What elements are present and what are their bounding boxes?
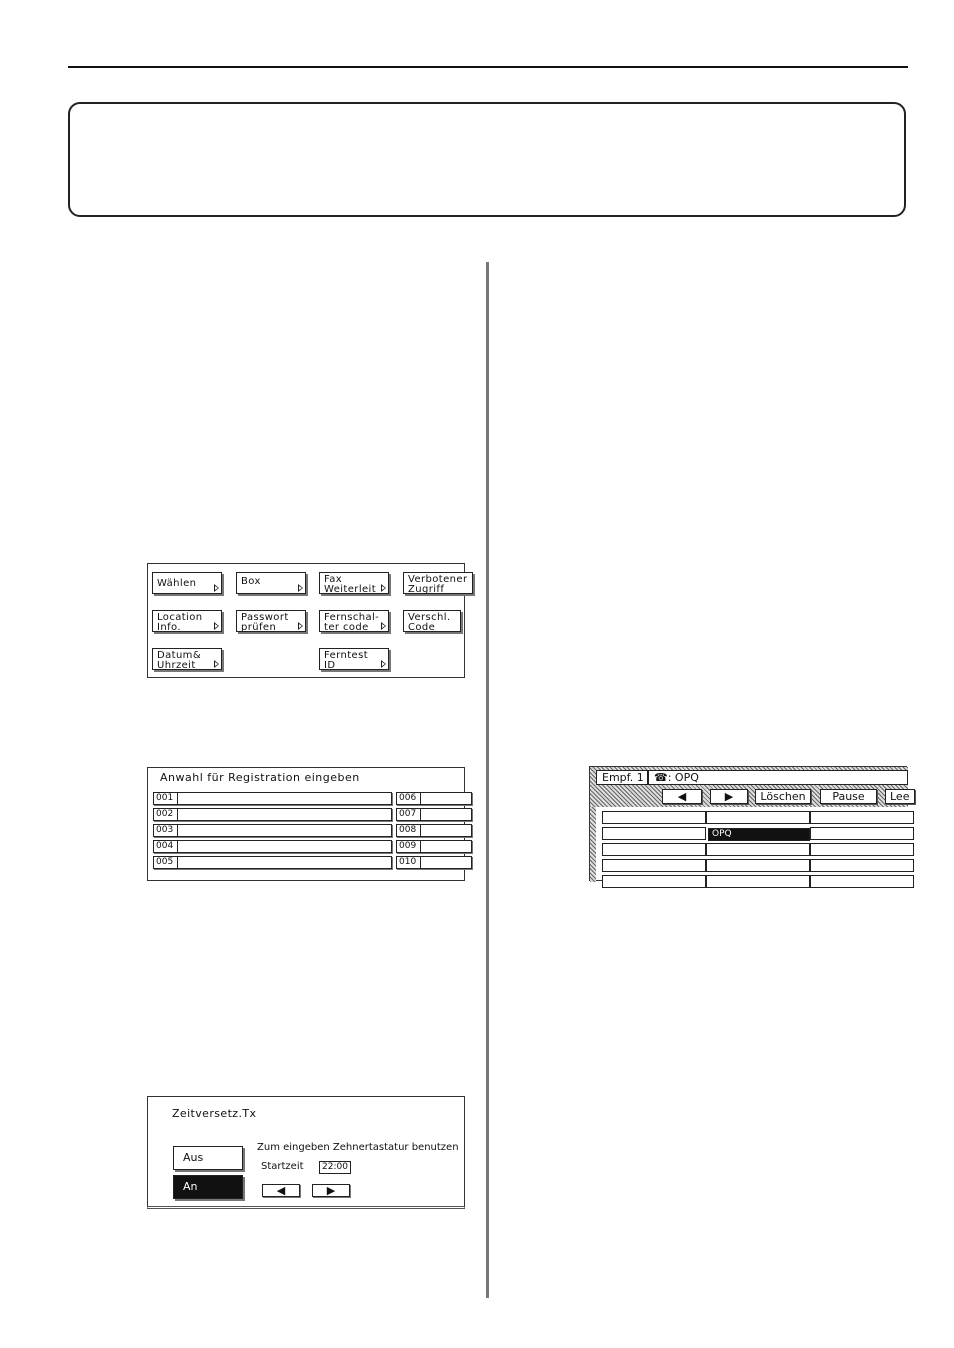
key-cell[interactable] xyxy=(810,859,914,872)
destination-label: Empf. 1 xyxy=(596,770,648,785)
reg-number: 005 xyxy=(154,857,178,868)
btn-label: Code xyxy=(408,622,436,633)
key-cell[interactable] xyxy=(706,859,810,872)
key-cell[interactable] xyxy=(602,827,706,840)
key-cell[interactable] xyxy=(706,843,810,856)
pause-button[interactable]: Pause xyxy=(820,789,877,804)
btn-fernschalter-code[interactable] xyxy=(319,610,389,632)
arrow-right-icon xyxy=(298,584,303,592)
reg-row-003[interactable] xyxy=(153,824,392,837)
reg-number: 006 xyxy=(397,793,421,804)
btn-verschl-code[interactable] xyxy=(403,610,461,632)
key-cell[interactable] xyxy=(706,811,810,824)
column-divider xyxy=(486,262,489,1298)
reg-row-004[interactable] xyxy=(153,840,392,853)
arrow-right-button[interactable]: ▶ xyxy=(312,1184,350,1197)
btn-label: Zugriff xyxy=(408,584,445,595)
delayed-tx-screen xyxy=(147,1096,465,1209)
btn-label: Uhrzeit xyxy=(157,660,196,671)
arrow-right-icon xyxy=(381,584,386,592)
btn-label: Location xyxy=(157,612,203,623)
key-cell[interactable] xyxy=(810,843,914,856)
arrow-right-icon xyxy=(298,622,303,630)
btn-label: Fax xyxy=(324,574,343,585)
btn-verbotener-zugriff[interactable] xyxy=(403,572,473,594)
key-cell[interactable] xyxy=(602,843,706,856)
arrow-left-button[interactable]: ◀ xyxy=(262,1184,300,1197)
key-cell[interactable] xyxy=(602,859,706,872)
btn-label: Passwort xyxy=(241,612,289,623)
cursor-left-button[interactable]: ◀ xyxy=(662,789,702,804)
reg-number: 004 xyxy=(154,841,178,852)
keyboard-area-edge xyxy=(590,807,596,882)
arrow-right-icon xyxy=(214,660,219,668)
key-cell-selected[interactable]: OPQ xyxy=(708,828,810,841)
space-button[interactable]: Lee xyxy=(885,789,915,804)
btn-location-info[interactable] xyxy=(152,610,222,632)
btn-label: Weiterleit xyxy=(324,584,377,595)
note-box-tab xyxy=(96,100,306,102)
btn-box[interactable] xyxy=(236,572,306,594)
reg-row-009[interactable] xyxy=(396,840,472,853)
phone-icon: ☎ xyxy=(654,771,668,784)
btn-waehlen[interactable] xyxy=(152,572,222,594)
reg-row-001[interactable] xyxy=(153,792,392,805)
key-cell[interactable] xyxy=(810,827,914,840)
off-button[interactable]: Aus xyxy=(173,1146,243,1170)
btn-label: prüfen xyxy=(241,622,277,633)
arrow-right-icon xyxy=(381,660,386,668)
arrow-right-icon xyxy=(381,622,386,630)
key-cell[interactable] xyxy=(602,811,706,824)
key-cell[interactable] xyxy=(706,875,810,888)
reg-row-010[interactable] xyxy=(396,856,472,869)
destination-value: : OPQ xyxy=(667,771,699,784)
reg-row-002[interactable] xyxy=(153,808,392,821)
key-cell[interactable] xyxy=(810,811,914,824)
key-cell[interactable] xyxy=(602,875,706,888)
btn-label: Info. xyxy=(157,622,181,633)
btn-label: Fernschal- xyxy=(324,612,380,623)
start-time-field[interactable]: 22:00 xyxy=(319,1161,351,1174)
btn-passwort-pruefen[interactable] xyxy=(236,610,306,632)
reg-number: 002 xyxy=(154,809,178,820)
btn-label: ter code xyxy=(324,622,369,633)
key-cell[interactable] xyxy=(810,875,914,888)
registration-screen xyxy=(147,767,465,881)
reg-row-007[interactable] xyxy=(396,808,472,821)
reg-number: 003 xyxy=(154,825,178,836)
btn-fax-weiterleit[interactable] xyxy=(319,572,389,594)
top-rule xyxy=(68,66,908,68)
cursor-right-button[interactable]: ▶ xyxy=(710,789,748,804)
reg-row-008[interactable] xyxy=(396,824,472,837)
menu-screen xyxy=(147,563,468,678)
dial-screen xyxy=(589,766,910,881)
delayed-tx-title: Zeitversetz.Tx xyxy=(172,1107,257,1120)
btn-label: Wählen xyxy=(157,578,197,589)
reg-number: 008 xyxy=(397,825,421,836)
btn-datum-uhrzeit[interactable] xyxy=(152,648,222,670)
registration-title: Anwahl für Registration eingeben xyxy=(160,771,360,784)
delete-button[interactable]: Löschen xyxy=(755,789,811,804)
reg-row-005[interactable] xyxy=(153,856,392,869)
instruction-text: Zum eingeben Zehnertastatur benutzen xyxy=(257,1142,459,1153)
btn-label: Verschl. xyxy=(408,612,451,623)
note-box xyxy=(68,102,906,217)
btn-label: Box xyxy=(241,576,261,587)
reg-number: 010 xyxy=(397,857,421,868)
on-button[interactable]: An xyxy=(173,1175,243,1199)
reg-number: 007 xyxy=(397,809,421,820)
btn-label: Datum& xyxy=(157,650,202,661)
arrow-right-icon xyxy=(214,622,219,630)
btn-label: Verbotener xyxy=(408,574,468,585)
destination-field[interactable] xyxy=(648,770,908,785)
btn-label: ID xyxy=(324,660,336,671)
btn-ferntest-id[interactable] xyxy=(319,648,389,670)
btn-label: Ferntest xyxy=(324,650,369,661)
reg-number: 001 xyxy=(154,793,178,804)
arrow-right-icon xyxy=(214,584,219,592)
reg-number: 009 xyxy=(397,841,421,852)
start-time-label: Startzeit xyxy=(261,1161,304,1172)
reg-row-006[interactable] xyxy=(396,792,472,805)
